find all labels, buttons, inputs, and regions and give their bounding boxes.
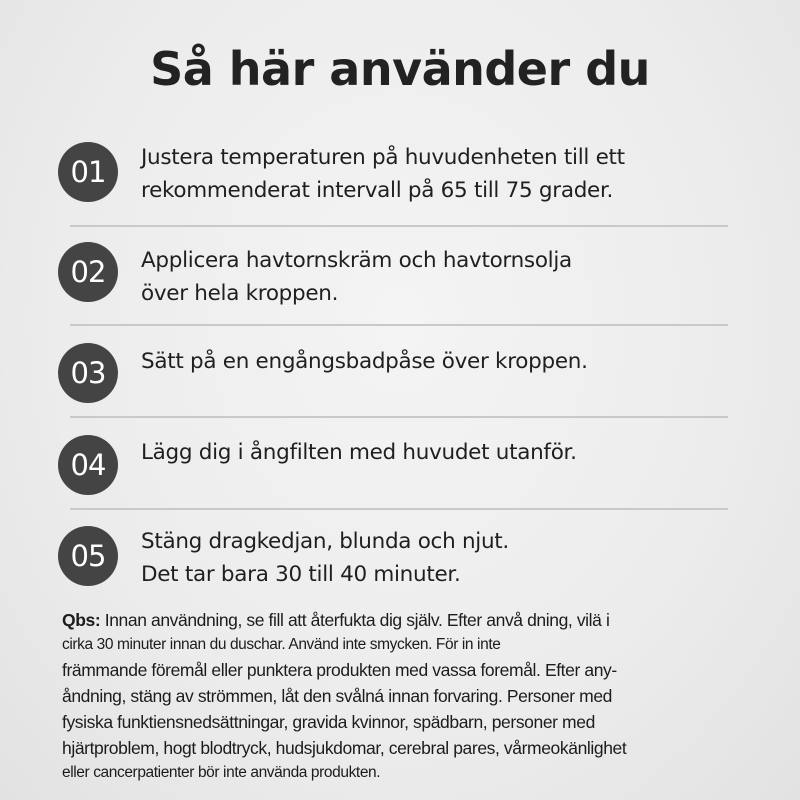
step-text-line: över hela kroppen.: [141, 281, 339, 306]
step-number-badge: 01: [58, 142, 118, 202]
notes-line: eller cancerpatienter bör inte använda produkten.: [62, 764, 381, 781]
divider: [70, 225, 728, 227]
notes-section: [62, 607, 762, 785]
step-text-line: rekommenderat intervall på 65 till 75 grader.: [141, 178, 614, 203]
notes-line: främmande föremål eller punktera produkten med vassa foremål. Efter any-: [62, 660, 617, 680]
divider: [70, 416, 728, 418]
step-text: [141, 525, 741, 591]
divider: [70, 324, 728, 326]
step-text-line: Lägg dig i ångfilten med huvudet utanför.: [141, 440, 577, 465]
step-text: [141, 345, 741, 378]
notes-label: Qbs:: [62, 610, 101, 630]
step-number-badge: 04: [58, 435, 118, 495]
step-text-line: Applicera havtornskräm och havtornsolja: [141, 248, 572, 273]
notes-line: hjärtproblem, hogt blodtryck, hudsjukdomar, cerebral pares, vårmeokänlighet: [62, 738, 627, 758]
step-number-badge: 02: [58, 242, 118, 302]
step-text-line: Justera temperaturen på huvudenheten till ett: [141, 145, 625, 170]
step-text-line: Sätt på en engångsbadpåse över kroppen.: [141, 349, 588, 374]
notes-line: cirka 30 minuter innan du duschar. Använd inte smycken. För in inte: [62, 636, 501, 653]
notes-line: åndning, stäng av strömmen, låt den svålná innan forvaring. Personer med: [62, 686, 612, 706]
step-text: [141, 244, 741, 310]
notes-line: fysiska funktiensnedsättningar, gravida kvinnor, spädbarn, personer med: [62, 712, 595, 732]
step-text: [141, 141, 741, 207]
notes-text: Innan användning, se fill att återfukta dig själv. Efter anvå dning, vilä i: [100, 610, 610, 630]
notes-line: [62, 607, 762, 633]
step-number-badge: 05: [58, 526, 118, 586]
step-number-badge: 03: [58, 343, 118, 403]
divider: [70, 508, 728, 510]
step-text-line: Stäng dragkedjan, blunda och njut.: [141, 529, 509, 554]
step-text-line: Det tar bara 30 till 40 minuter.: [141, 562, 461, 587]
step-text: [141, 436, 741, 469]
page-title: Så här använder du: [150, 42, 650, 96]
